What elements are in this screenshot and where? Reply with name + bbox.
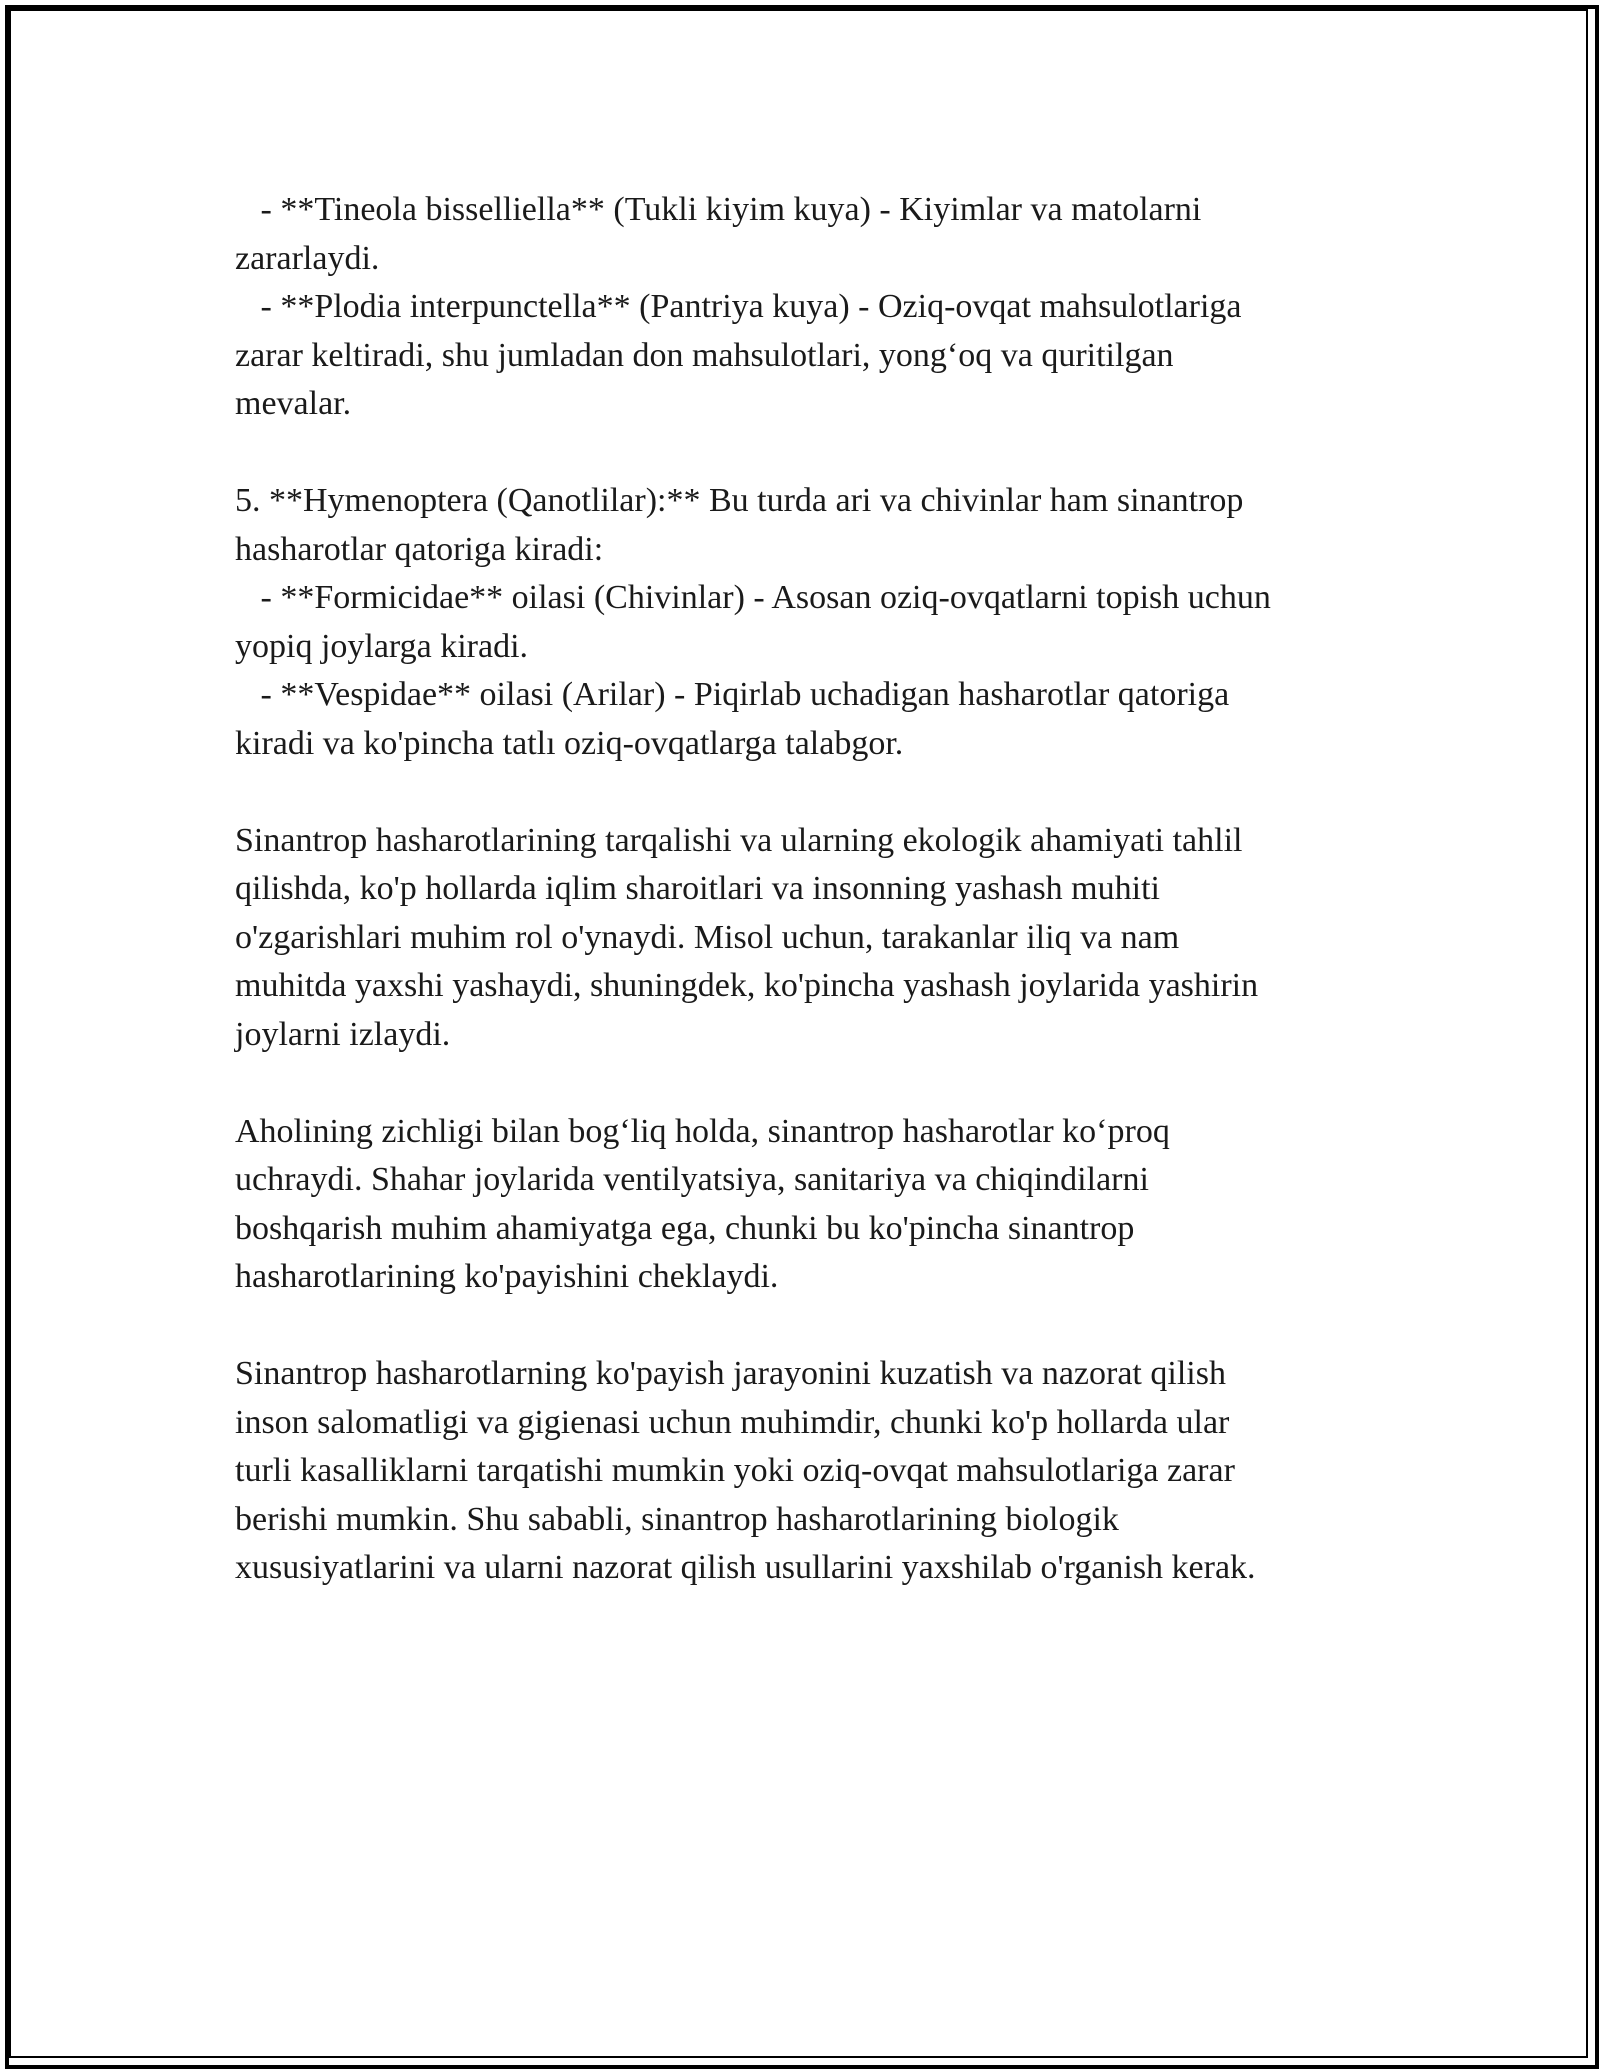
text-line: Sinantrop hasharotlarning ko'payish jarayonini kuzatish va nazorat qilish [235,1355,1226,1392]
paragraph-gap [235,768,1385,817]
text-line: hasharotlarining ko'payishini cheklaydi. [235,1258,779,1295]
text-line: - **Vespidae** oilasi (Arilar) - Piqirlab uchadigan hasharotlar qatoriga [235,676,1230,713]
text-line: berishi mumkin. Shu sababli, sinantrop hasharotlarining biologik [235,1500,1119,1538]
text-line: o'zgarishlari muhim rol o'ynaydi. Misol uchun, tarakanlar iliq va nam [235,918,1180,956]
text-line: yopiq joylarga kiradi. [235,627,529,665]
text-line: 5. **Hymenoptera (Qanotlilar):** Bu turda ari va chivinlar ham sinantrop [235,482,1244,519]
paragraph-gap [235,1302,1385,1351]
text-line: inson salomatligi va gigienasi uchun muhimdir, chunki ko'p hollarda ular [235,1403,1230,1441]
text-line: qilishda, ko'p hollarda iqlim sharoitlari va insonning yashash muhiti [235,870,1160,907]
text-line: xususiyatlarini va ularni nazorat qilish usullarini yaxshilab o'rganish kerak. [235,1549,1256,1586]
document-body [235,186,1385,1593]
text-line: Aholining zichligi bilan bog‘liq holda, sinantrop hasharotlar ko‘proq [235,1112,1170,1150]
text-line: - **Plodia interpunctella** (Pantriya kuya) - Oziq-ovqat mahsulotlariga [235,288,1242,325]
text-line: kiradi va ko'pincha tatlı oziq-ovqatlarga talabgor. [235,724,904,762]
text-line: joylarni izlaydi. [235,1015,451,1053]
text-line: hasharotlar qatoriga kiradi: [235,530,604,568]
text-line: - **Tineola bisselliella** (Tukli kiyim kuya) - Kiyimlar va matolarni [235,191,1202,228]
text-line: mevalar. [235,385,352,422]
text-line: muhitda yaxshi yashaydi, shuningdek, ko'pincha yashash joylarida yashirin [235,967,1259,1004]
text-line: Sinantrop hasharotlarining tarqalishi va ularning ekologik ahamiyati tahlil [235,821,1243,859]
text-line: uchraydi. Shahar joylarida ventilyatsiya, sanitariya va chiqindilarni [235,1161,1149,1198]
text-line: - **Formicidae** oilasi (Chivinlar) - Asosan oziq-ovqatlarni topish uchun [235,579,1271,616]
text-line: boshqarish muhim ahamiyatga ega, chunki bu ko'pincha sinantrop [235,1209,1135,1247]
text-line: turli kasalliklarni tarqatishi mumkin yoki oziq-ovqat mahsulotlariga zarar [235,1452,1235,1489]
text-line: zarar keltiradi, shu jumladan don mahsulotlari, yong‘oq va quritilgan [235,336,1174,374]
paragraph-gap [235,1059,1385,1108]
text-line: zararlaydi. [235,239,380,277]
paragraph-gap [235,429,1385,478]
